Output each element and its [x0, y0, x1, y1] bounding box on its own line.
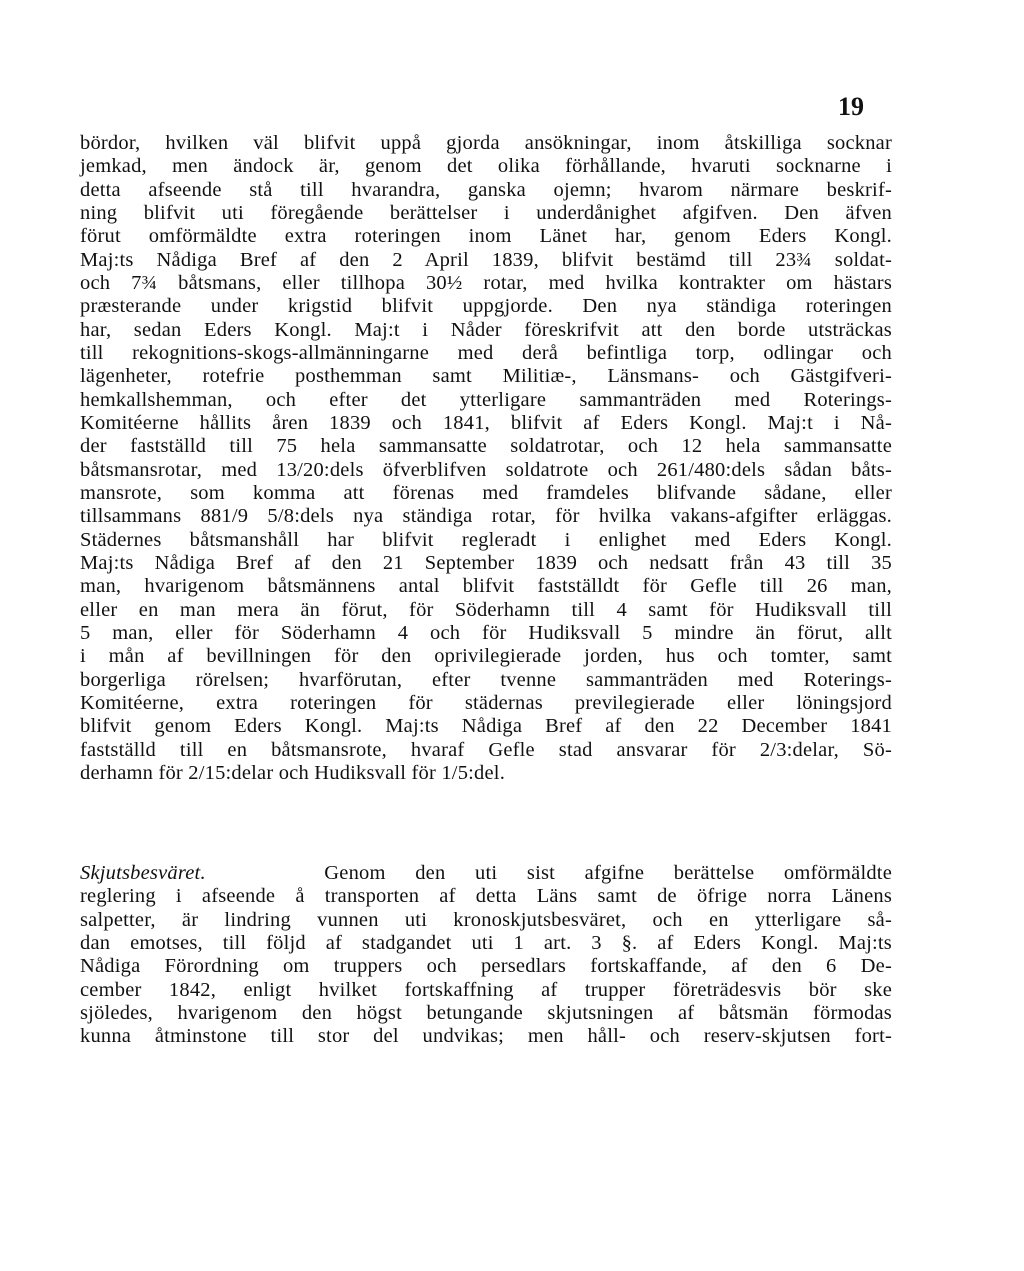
text-line: kunna åtminstone till stor del undvikas; men håll- och reserv-skjutsen fort-	[80, 1025, 892, 1048]
text-line: sjöledes, hvarigenom den högst betungande skjutsningen af båtsmän förmodas	[80, 1001, 892, 1024]
paragraph-skjutsbesvaret	[80, 862, 892, 1049]
text-line: præsterande under krigstid blifvit uppgjorde. Den nya ständiga roteringen	[80, 295, 892, 318]
text-line: tillsammans 881/9 5/8:dels nya ständiga rotar, för hvilka vakans-afgifter erläggas.	[80, 505, 892, 528]
text-line: 5 man, eller för Söderhamn 4 och för Hudiksvall 5 mindre än förut, allt	[80, 621, 892, 644]
text-line: der fastställd till 75 hela sammansatte soldatrotar, och 12 hela sammansatte	[80, 435, 892, 458]
text-line: Komitéerne hållits åren 1839 och 1841, blifvit af Eders Kongl. Maj:t i Nå-	[80, 411, 892, 434]
text-span: Genom den uti sist afgifne berättelse omförmäldte	[324, 862, 892, 884]
text-line: derhamn för 2/15:delar och Hudiksvall för 1/5:del.	[80, 761, 506, 784]
text-line: förut omförmäldte extra roteringen inom Länet har, genom Eders Kongl.	[80, 225, 892, 248]
text-line: Nådiga Förordning om truppers och persedlars fortskaffande, af den 6 De-	[80, 955, 892, 978]
text-line: cember 1842, enligt hvilket fortskaffning af trupper företrädesvis bör ske	[80, 978, 892, 1001]
text-line: Maj:ts Nådiga Bref af den 2 April 1839, blifvit bestämd till 23¾ soldat-	[80, 248, 892, 271]
text-line: ning blifvit uti föregående berättelser i underdånighet afgifven. Den äfven	[80, 201, 892, 224]
text-line: mansrote, som komma att förenas med framdeles blifvande sådane, eller	[80, 481, 892, 504]
text-line: båtsmansrotar, med 13/20:dels öfverblifven soldatrote och 261/480:dels sådan båts-	[80, 458, 892, 481]
text-line: blifvit genom Eders Kongl. Maj:ts Nådiga Bref af den 22 December 1841	[80, 715, 892, 738]
text-line: till rekognitions-skogs-allmänningarne med derå befintliga torp, odlingar och	[80, 341, 892, 364]
text-line: fastställd till en båtsmansrote, hvaraf Gefle stad ansvarar för 2/3:delar, Sö-	[80, 738, 892, 761]
text-line: man, hvarigenom båtsmännens antal blifvit fastställdt för Gefle till 26 man,	[80, 575, 892, 598]
paragraph-rotering	[80, 132, 892, 785]
text-line: Maj:ts Nådiga Bref af den 21 September 1839 och nedsatt från 43 till 35	[80, 551, 892, 574]
page-number: 19	[838, 92, 864, 121]
text-line: dan emotses, till följd af stadgandet uti 1 art. 3 §. af Eders Kongl. Maj:ts	[80, 931, 892, 954]
text-line: Komitéerne, extra roteringen för städernas previlegierade eller löningsjord	[80, 691, 892, 714]
text-line-first	[80, 862, 892, 885]
text-line: borgerliga rörelsen; hvarförutan, efter tvenne sammanträden med Roterings-	[80, 668, 892, 691]
text-line: Städernes båtsmanshåll har blifvit regleradt i enlighet med Eders Kongl.	[80, 528, 892, 551]
text-line: eller en man mera än förut, för Söderhamn till 4 samt för Hudiksvall till	[80, 598, 892, 621]
text-line: i mån af bevillningen för den oprivilegierade jorden, hus och tomter, samt	[80, 645, 892, 668]
text-line: hemkallshemman, och efter det ytterligare sammanträden med Roterings-	[80, 388, 892, 411]
text-line: och 7¾ båtsmans, eller tillhopa 30½ rotar, med hvilka kontrakter om hästars	[80, 271, 892, 294]
text-line: detta afseende stå till hvarandra, ganska ojemn; hvarom närmare beskrif-	[80, 178, 892, 201]
text-line: lägenheter, rotefrie posthemman samt Militiæ-, Länsmans- och Gästgifveri-	[80, 365, 892, 388]
text-line: har, sedan Eders Kongl. Maj:t i Nåder föreskrifvit att den borde utsträckas	[80, 318, 892, 341]
text-line: reglering i afseende å transporten af detta Läns samt de öfrige norra Länens	[80, 885, 892, 908]
text-line: bördor, hvilken väl blifvit uppå gjorda ansökningar, inom åtskilliga socknar	[80, 132, 892, 154]
text-line: salpetter, är lindring vunnen uti kronoskjutsbesväret, och en ytterligare så-	[80, 908, 892, 931]
text-line: jemkad, men ändock är, genom det olika förhållande, hvaruti socknarne i	[80, 155, 892, 178]
section-heading: Skjutsbesväret.	[80, 862, 206, 884]
